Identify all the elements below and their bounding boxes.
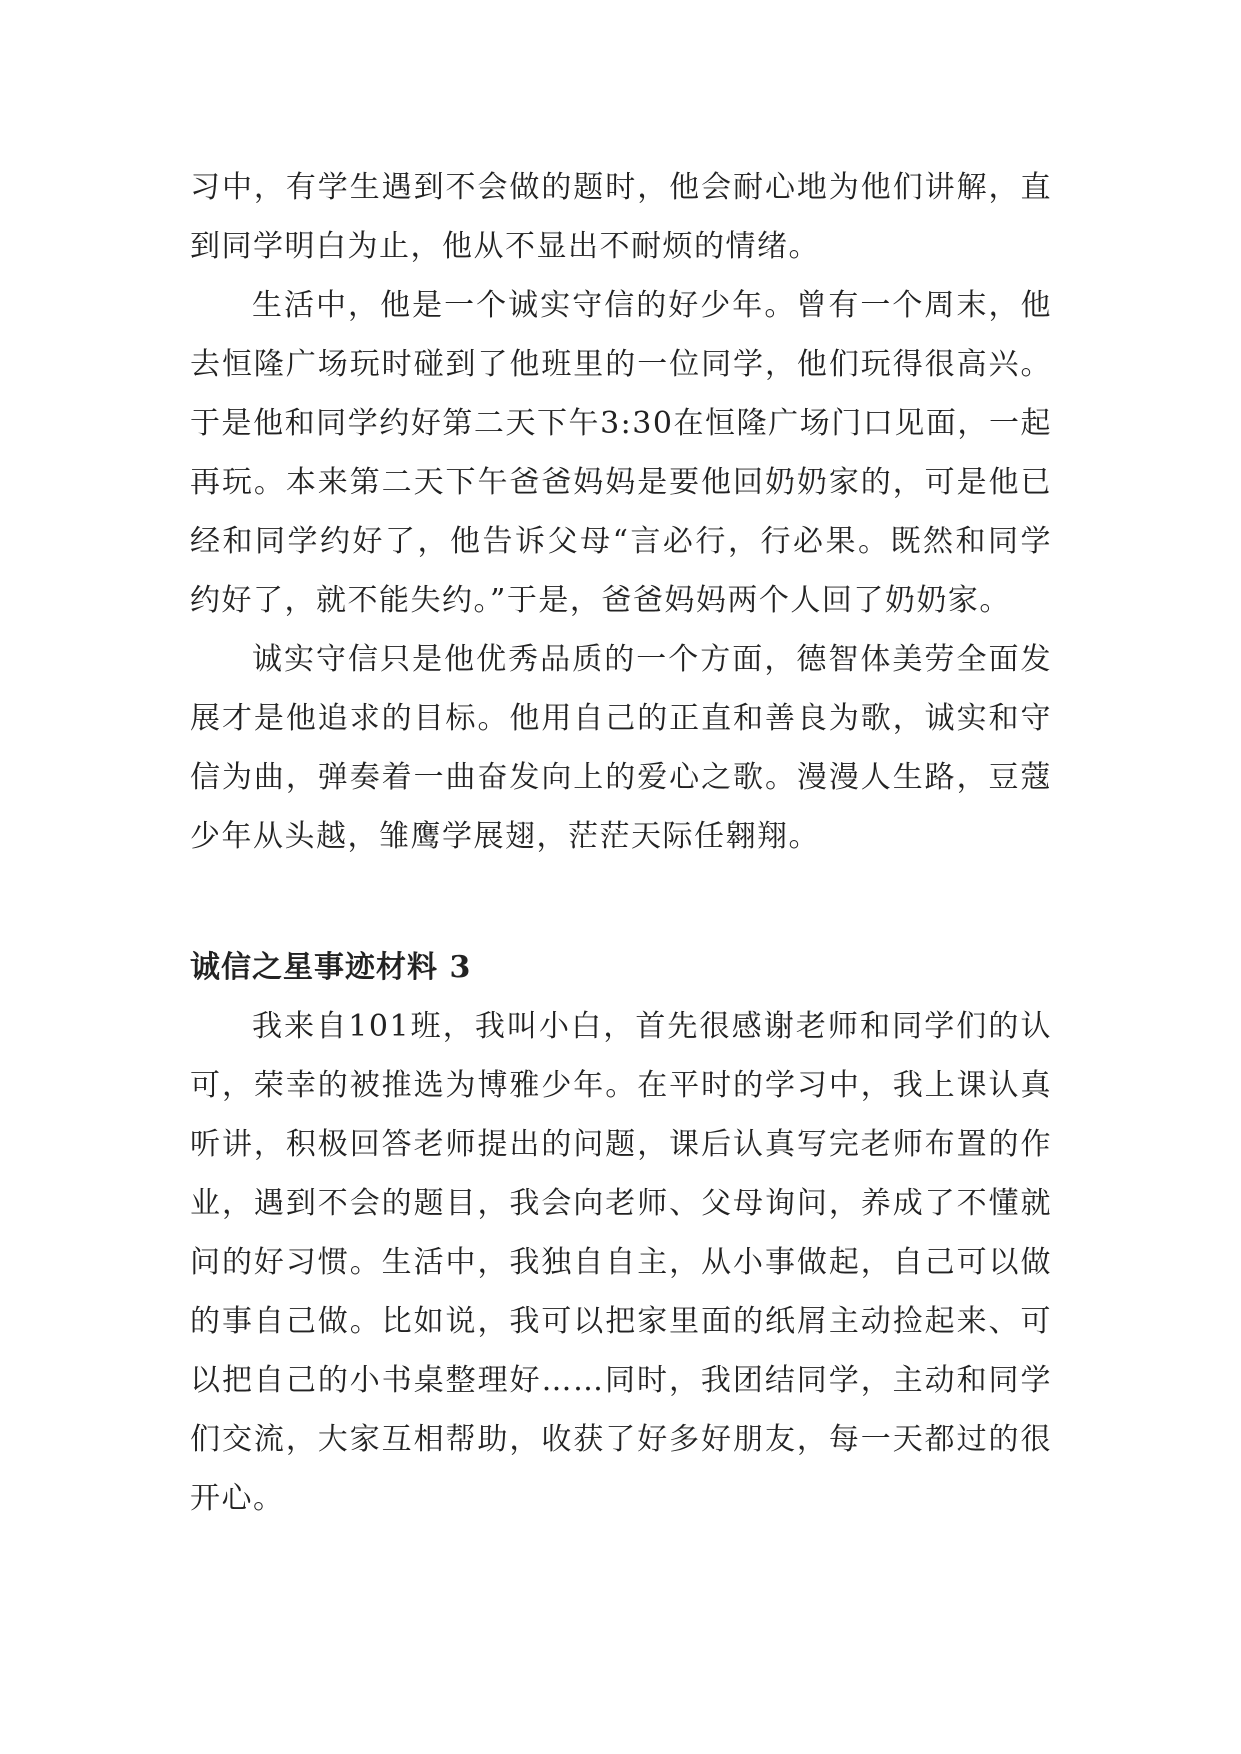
document-body [190, 158, 1052, 1528]
section-title: 诚信之星事迹材料 3 [190, 950, 472, 985]
paragraph-conclusion: 诚实守信只是他优秀品质的一个方面，德智体美劳全面发展才是他追求的目标。他用自己的正直和善良为歌，诚实和守信为曲，弹奏着一曲奋发向上的爱心之歌。漫漫人生路，豆蔻少年从头越，雏鹰学展翅，茫茫天际任翱翔。 [190, 642, 1052, 854]
paragraph-self-introduction: 我来自101班，我叫小白，首先很感谢老师和同学们的认可，荣幸的被推选为博雅少年。在平时的学习中，我上课认真听讲，积极回答老师提出的问题，课后认真写完老师布置的作业，遇到不会的题目，我会向老师、父母询问，养成了不懂就问的好习惯。生活中，我独自自主，从小事做起，自己可以做的事自己做。比如说，我可以把家里面的纸屑主动捡起来、可以把自己的小书桌整理好……同时，我团结同学，主动和同学们交流，大家互相帮助，收获了好多好朋友，每一天都过的很开心。 [190, 1009, 1052, 1516]
paragraph-honesty-story: 生活中，他是一个诚实守信的好少年。曾有一个周末，他去恒隆广场玩时碰到了他班里的一位同学，他们玩得很高兴。于是他和同学约好第二天下午3:30在恒隆广场门口见面，一起再玩。本来第二天下午爸爸妈妈是要他回奶奶家的，可是他已经和同学约好了，他告诉父母“言必行，行必果。既然和同学约好了，就不能失约。”于是，爸爸妈妈两个人回了奶奶家。 [190, 288, 1052, 618]
paragraph-study: 习中，有学生遇到不会做的题时，他会耐心地为他们讲解，直到同学明白为止，他从不显出不耐烦的情绪。 [190, 170, 1052, 264]
